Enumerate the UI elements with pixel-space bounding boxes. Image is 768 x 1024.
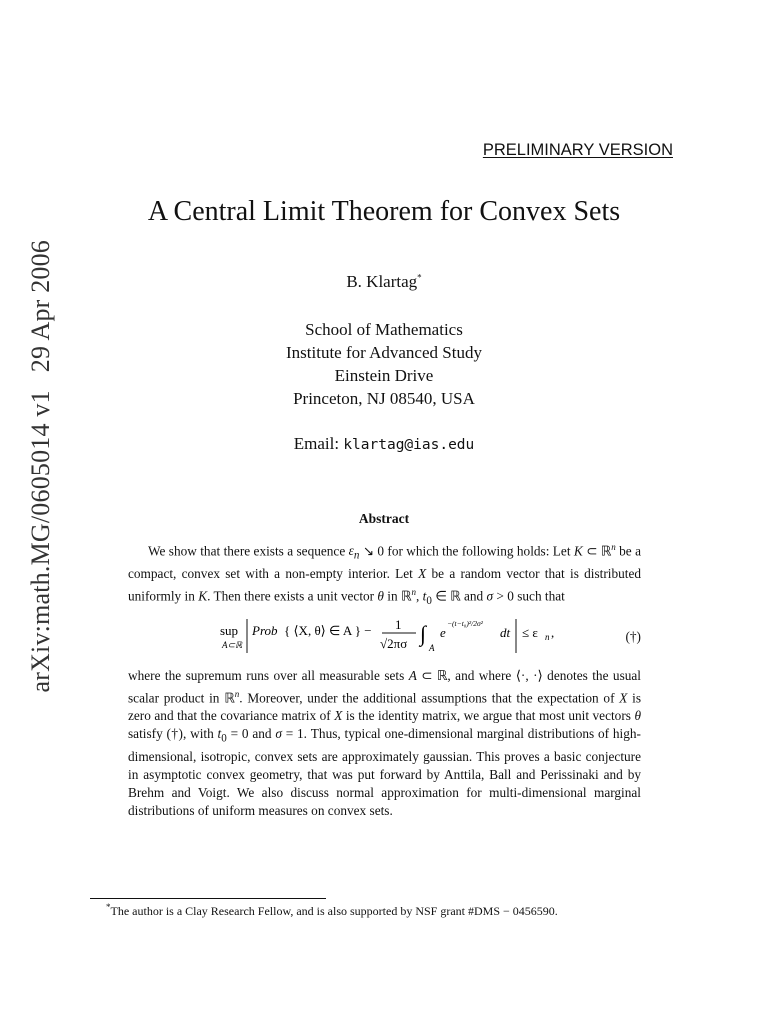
svg-text:√2πσ: √2πσ [380,636,408,651]
svg-text:dt: dt [500,625,511,640]
svg-text:≤ ε: ≤ ε [522,625,538,640]
arxiv-stamp [26,240,56,693]
preliminary-version-label: PRELIMINARY VERSION [482,141,673,159]
affiliation-line: Institute for Advanced Study [286,343,482,362]
svg-text:,: , [551,625,555,640]
paper-title: A Central Limit Theorem for Convex Sets [147,196,621,227]
footnote-mark: * [106,902,111,912]
affiliation-line: School of Mathematics [305,320,463,339]
main-equation [220,615,560,659]
email-label: Email: [293,434,340,453]
svg-text:1: 1 [395,617,402,632]
affiliation-line: Princeton, NJ 08540, USA [293,389,475,408]
footnote [106,902,558,919]
author-footnote-mark: * [417,272,422,283]
footnote-text: The author is a Clay Research Fellow, and is also supported by NSF grant #DMS − 0456590. [110,904,558,918]
affiliation-block [0,318,768,410]
svg-text:{ ⟨X, θ⟩ ∈ A } −: { ⟨X, θ⟩ ∈ A } − [284,623,372,638]
svg-text:A: A [429,643,435,653]
email-address[interactable]: klartag@ias.edu [343,437,475,453]
svg-text:A⊂ℝ: A⊂ℝ [222,640,243,650]
footnote-rule [90,898,326,899]
abstract-paragraph-2: where the supremum runs over all measurable sets A ⊂ ℝ, and where ⟨·, ·⟩ denotes the usual scalar product in ℝ$^n$. Moreover, under the additional assumptions that the expectation of X is zero and that the covariance matrix of X is the identity matrix, we argue that most unit vectors θ satisfy (†), with $t_0 = 0$ and σ = 1. Thus, typical one-dimensional marginal distributions of high-dimensional, isotropic, convex sets are approximately gaussian. This proves a basic conjecture in asymptotic convex geometry, that was put forward by Anttila, Ball and Perissinaki and by Brehm and Voigt. We also discuss normal approximation for multi-dimensional marginal distributions of uniform measures on convex sets. [128,668,642,819]
arxiv-id: arXiv:math.MG/0605014 v1 [26,390,55,693]
svg-text:n: n [545,632,550,642]
svg-text:e: e [440,625,446,640]
svg-text:−(t−t₀)²/2σ²: −(t−t₀)²/2σ² [447,619,483,628]
svg-text:sup: sup [220,623,239,638]
author-line [0,272,768,292]
affiliation-line: Einstein Drive [334,366,434,385]
author-name: B. Klartag [346,272,418,291]
arxiv-date: 29 Apr 2006 [26,240,55,373]
email-line [0,434,768,454]
abstract-paragraph-1: We show that there exists a sequence $\varepsilon_n$ ↘ 0 for which the following holds: Let K ⊂ ℝ$^n$ be a compact, convex set with a non-empty interior. Let X be a random vector that is distributed uniformly in K. Then there exists a unit vector θ in ℝ$^n$, $t_0$ ∈ ℝ and σ > 0 such that [128,542,641,608]
abstract-heading: Abstract [358,511,410,526]
svg-text:∫: ∫ [420,621,427,646]
svg-text:Prob: Prob [252,623,278,638]
main-equation-row [128,615,641,659]
equation-tag: (†) [625,629,641,644]
